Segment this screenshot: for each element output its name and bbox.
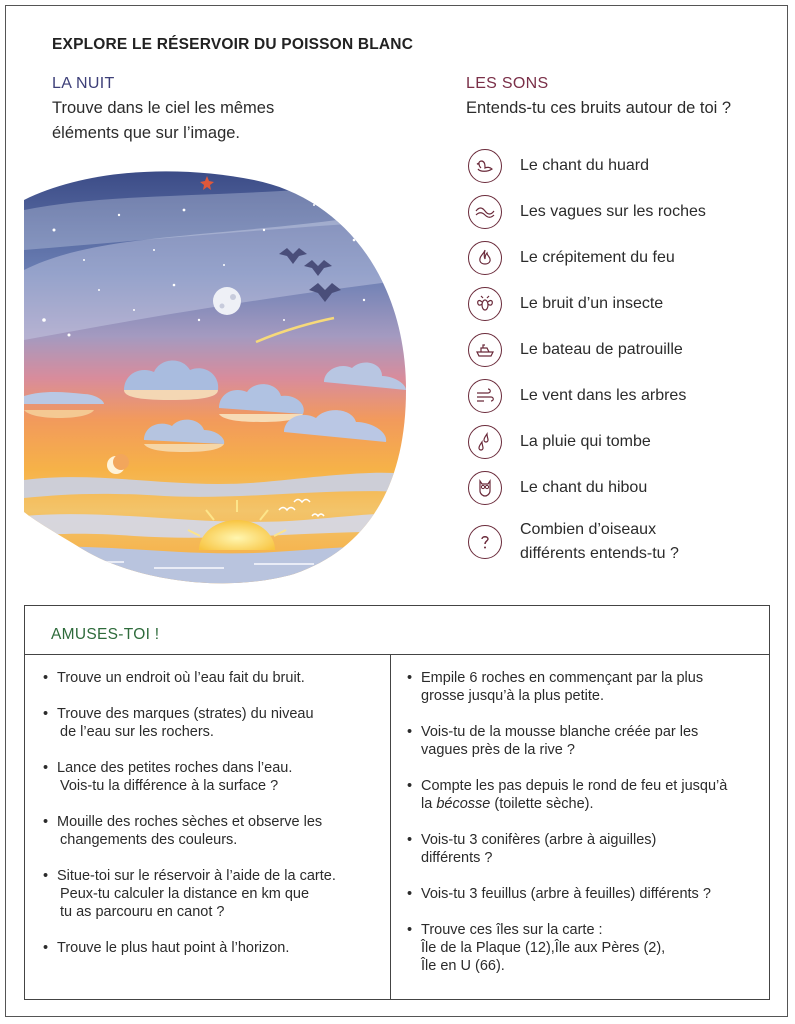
boat-icon [468, 333, 502, 367]
activity-line: • Mouille des roches sèches et observe les [57, 814, 323, 830]
activity-item [43, 669, 373, 687]
activity-text: la [421, 796, 437, 812]
sound-label-line: Combien d’oiseaux [520, 521, 657, 538]
activities-right-column [407, 669, 757, 993]
sons-intro: Entends-tu ces bruits autour de toi ? [466, 99, 732, 117]
activity-item [407, 669, 757, 705]
activity-line: • Trouve des marques (strates) du niveau [57, 706, 314, 722]
sound-item [468, 192, 706, 232]
night-sky-illustration [24, 170, 406, 586]
owl-icon [468, 471, 502, 505]
activity-line: • Vois-tu 3 feuillus (arbre à feuilles) différents ? [421, 886, 711, 902]
activity-item [407, 885, 757, 903]
activity-line: grosse jusqu’à la plus petite. [421, 688, 604, 704]
activity-item [43, 867, 373, 921]
activity-line: • Vois-tu de la mousse blanche créée par les [421, 724, 699, 740]
sound-item [468, 422, 651, 462]
wind-icon [468, 379, 502, 413]
sound-item [468, 330, 683, 370]
activity-line: • Trouve le plus haut point à l’horizon. [57, 940, 290, 956]
waves-icon [468, 195, 502, 229]
activity-item [407, 777, 757, 813]
sound-item [468, 238, 675, 278]
sound-item [468, 284, 663, 324]
sound-label: Les vagues sur les roches [520, 203, 706, 220]
sound-label: La pluie qui tombe [520, 433, 651, 450]
sound-label: Le bruit d’un insecte [520, 295, 664, 312]
sound-label: Le chant du hibou [520, 479, 648, 496]
activity-line: • Lance des petites roches dans l’eau. [57, 760, 293, 776]
activity-item [43, 939, 373, 957]
sound-item [468, 514, 679, 570]
sound-label [520, 518, 679, 566]
nuit-text [52, 96, 352, 146]
sound-label: Le crépitement du feu [520, 249, 675, 266]
activity-line: de l’eau sur les rochers. [60, 724, 214, 740]
activity-emphasis: bécosse [436, 796, 491, 812]
activity-line: changements des couleurs. [60, 832, 238, 848]
activity-item [407, 831, 757, 867]
activity-item [43, 705, 373, 741]
sound-item [468, 468, 647, 508]
activity-line: • Trouve ces îles sur la carte : [421, 922, 603, 938]
activity-line: Île en U (66). [421, 958, 505, 974]
activity-item [407, 921, 757, 975]
sons-heading: LES SONS [466, 75, 549, 92]
activity-line: • Trouve un endroit où l’eau fait du bruit. [57, 670, 305, 686]
activity-line: différents ? [421, 850, 493, 866]
activity-line: vagues près de la rive ? [421, 742, 575, 758]
sound-label: Le bateau de patrouille [520, 341, 683, 358]
activities-left-column [43, 669, 373, 975]
activity-line: • Empile 6 roches en commençant par la plus [421, 670, 704, 686]
activity-text: (toilette sèche). [490, 796, 594, 812]
insect-icon [468, 287, 502, 321]
nuit-line: Trouve dans le ciel les mêmes [52, 99, 275, 117]
sound-label-line: différents entends-tu ? [520, 545, 679, 562]
sound-item [468, 376, 686, 416]
activity-line: • Compte les pas depuis le rond de feu et jusqu’à [421, 778, 728, 794]
question-icon [468, 525, 502, 559]
activity-line: Peux-tu calculer la distance en km que [60, 886, 310, 902]
sound-item [468, 146, 649, 186]
loon-icon [468, 149, 502, 183]
activity-line: • Vois-tu 3 conifères (arbre à aiguilles) [421, 832, 657, 848]
page-title: EXPLORE LE RÉSERVOIR DU POISSON BLANC [52, 36, 414, 53]
nuit-heading: LA NUIT [52, 75, 115, 92]
activities-header [25, 606, 769, 655]
fire-icon [468, 241, 502, 275]
nuit-line: éléments que sur l’image. [52, 124, 241, 142]
activity-line: Île de la Plaque (12),Île aux Pères (2), [421, 940, 666, 956]
rain-icon [468, 425, 502, 459]
activity-line: tu as parcouru en canot ? [60, 904, 225, 920]
activity-item [407, 723, 757, 759]
sound-label: Le vent dans les arbres [520, 387, 687, 404]
sound-label: Le chant du huard [520, 157, 649, 174]
activities-box [24, 605, 770, 1000]
column-divider [390, 655, 391, 999]
activities-heading: AMUSES-TOI ! [51, 626, 160, 643]
activity-line [421, 795, 757, 813]
activity-line: • Situe-toi sur le réservoir à l’aide de la carte. [57, 868, 336, 884]
activity-item [43, 813, 373, 849]
activity-item [43, 759, 373, 795]
activity-line: Vois-tu la différence à la surface ? [60, 778, 279, 794]
